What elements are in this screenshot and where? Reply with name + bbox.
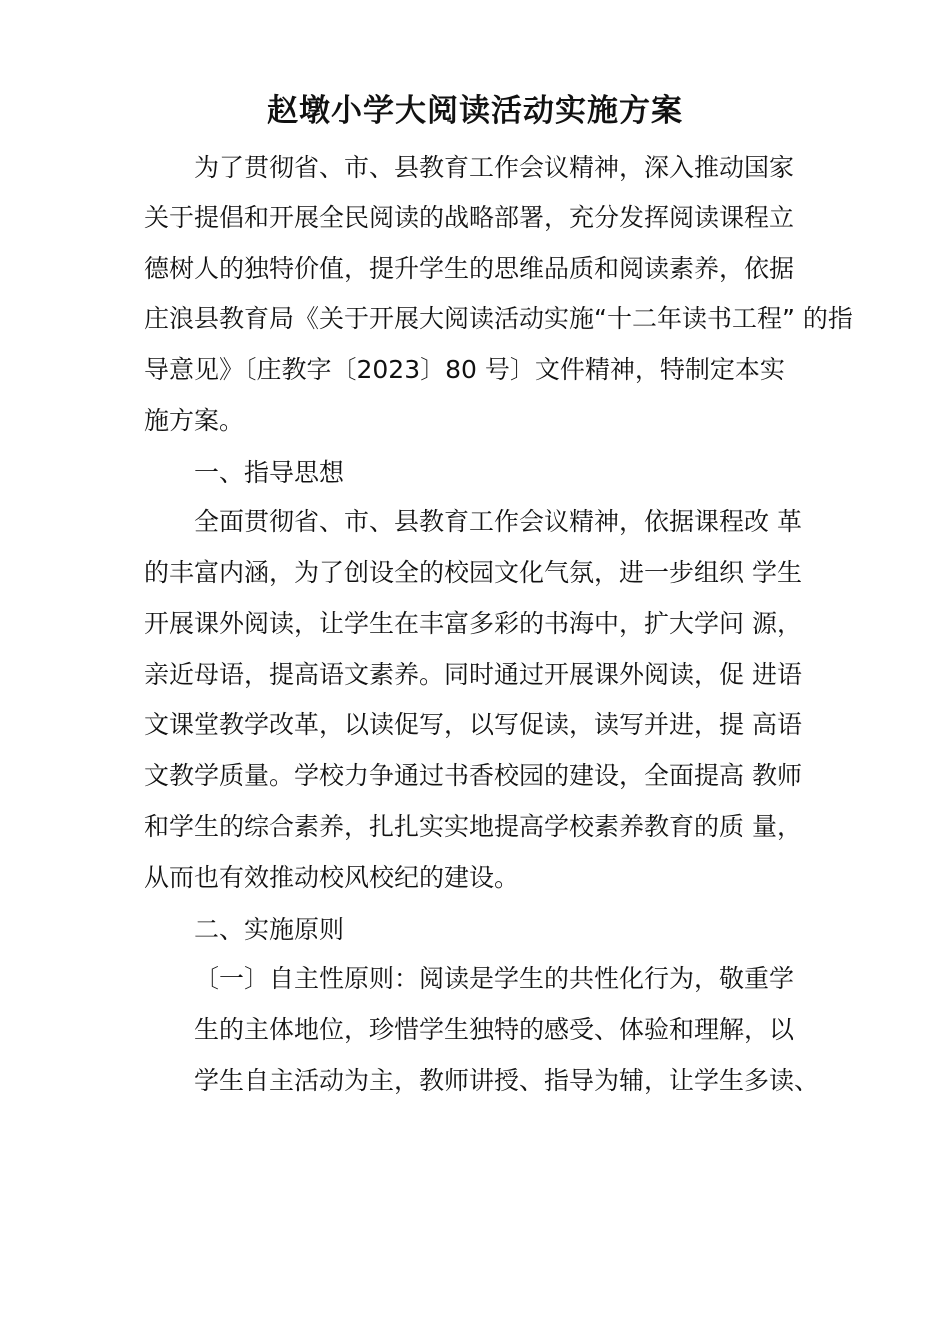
document-title: 赵墩小学大阅读活动实施方案 (267, 93, 683, 129)
section1-line-1: 全面贯彻省、市、县教育工作会议精神，依据课程改 革 (194, 507, 802, 536)
section1-line-6: 文教学质量。学校力争通过书香校园的建设，全面提高 教师 (144, 761, 802, 790)
section2-line-3: 学生自主活动为主，教师讲授、指导为辅，让学生多读、 (194, 1066, 820, 1095)
intro-line-1: 为了贯彻省、市、县教育工作会议精神，深入推动国家 (194, 153, 795, 182)
section-heading-guiding-thought: 一、指导思想 (194, 458, 345, 487)
section1-line-2: 的丰富内涵，为了创设全的校园文化气氛，进一步组织 学生 (144, 558, 802, 587)
intro-line-3: 德树人的独特价值，提升学生的思维品质和阅读素养，依据 (144, 254, 795, 283)
section1-line-4: 亲近母语，提高语文素养。同时通过开展课外阅读，促 进语 (144, 660, 802, 689)
section-heading-principles: 二、实施原则 (194, 915, 345, 944)
section1-line-8: 从而也有效推动校风校纪的建设。 (144, 863, 520, 892)
section2-line-1: 〔一〕自主性原则：阅读是学生的共性化行为，敬重学 (194, 964, 795, 993)
intro-line-2: 关于提倡和开展全民阅读的战略部署，充分发挥阅读课程立 (144, 203, 795, 232)
intro-line-6: 施方案。 (144, 406, 245, 435)
intro-line-5: 导意见》〔庄教字〔2023〕80 号〕文件精神，特制定本实 (144, 355, 785, 384)
section2-line-2: 生的主体地位，珍惜学生独特的感受、体验和理解，以 (194, 1015, 795, 1044)
section1-line-5: 文课堂教学改革，以读促写，以写促读，读写并进，提 高语 (144, 710, 802, 739)
section1-line-3: 开展课外阅读，让学生在丰富多彩的书海中，扩大学问 源， (144, 609, 802, 638)
intro-line-4: 庄浪县教育局《关于开展大阅读活动实施“十二年读书工程” 的指 (144, 304, 853, 333)
section1-line-7: 和学生的综合素养，扎扎实实地提高学校素养教育的质 量， (144, 812, 802, 841)
